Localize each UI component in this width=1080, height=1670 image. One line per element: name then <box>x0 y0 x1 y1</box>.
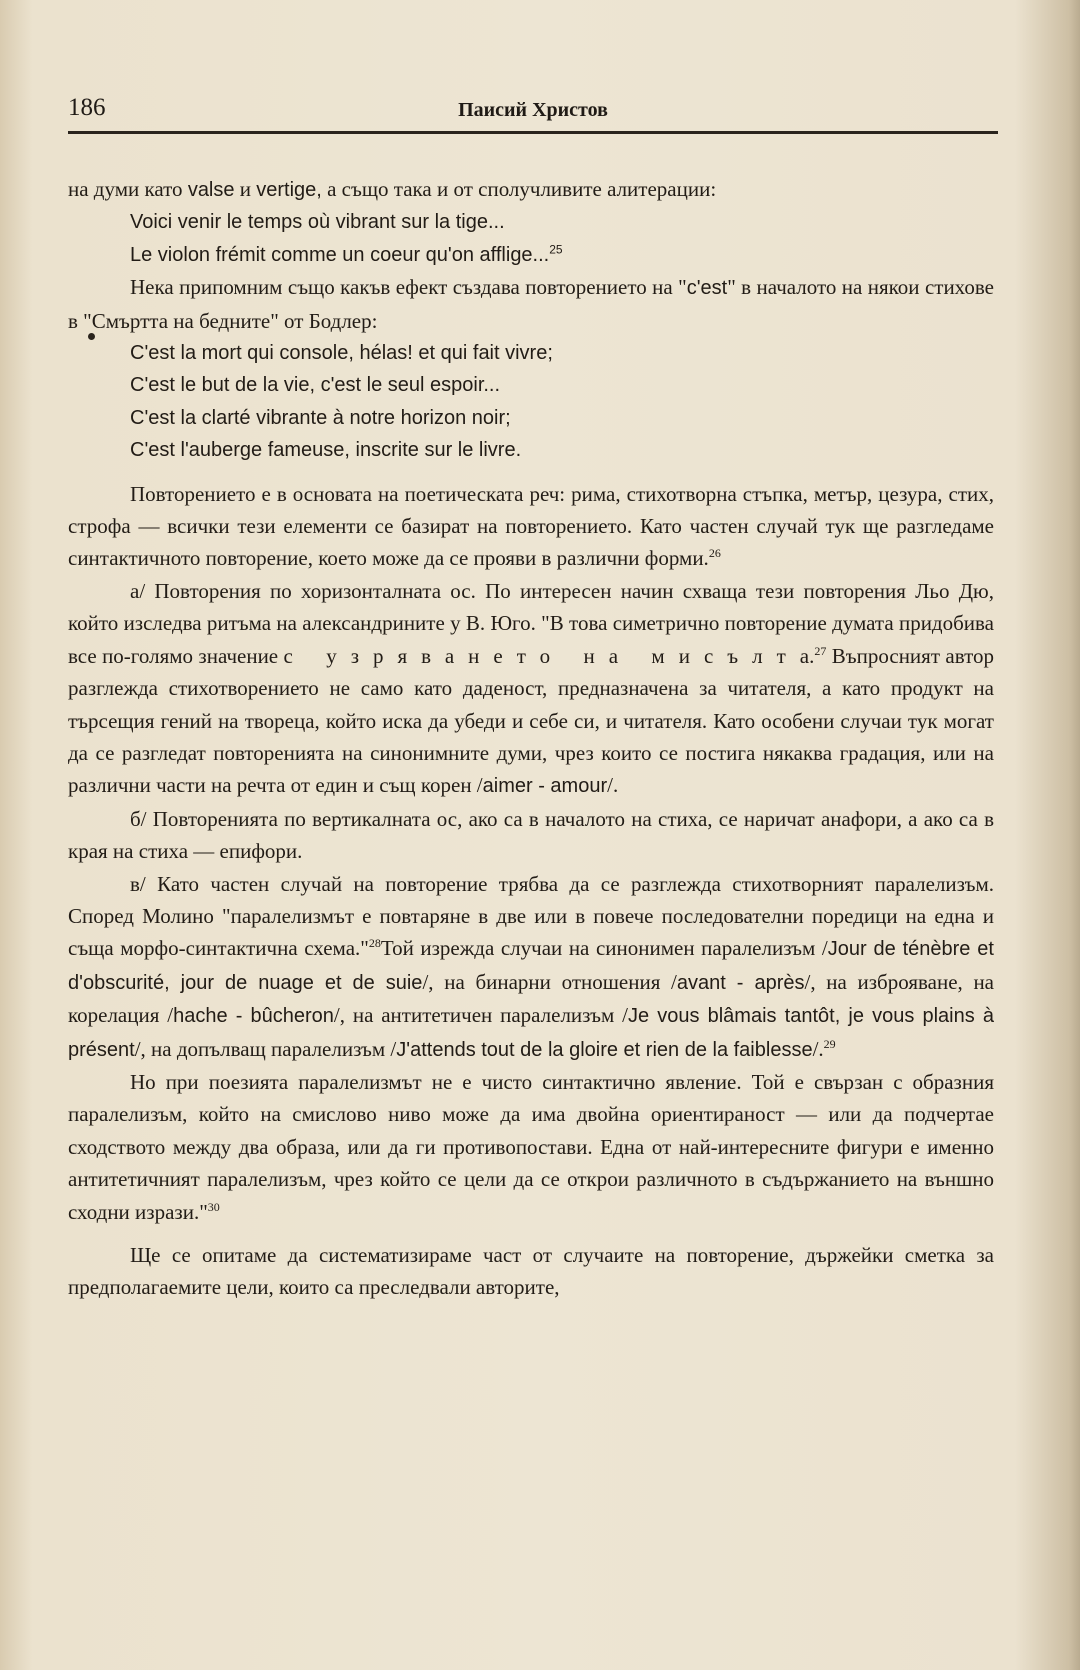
paragraph-5: б/ Повторенията по вертикалната ос, ако са в началото на стиха, се наричат анафори, а ако са в края на стиха — епифори. <box>68 806 994 864</box>
page-header <box>68 94 998 130</box>
verse-line: C'est la mort qui console, hélas! et qui fait vivre; <box>130 342 553 365</box>
verse-line: C'est le but de la vie, c'est le seul espoir... <box>130 374 501 397</box>
footnote-ref: 28 <box>368 936 381 951</box>
running-head-author: Паисий Христов <box>458 99 608 121</box>
paragraph-1: на думи като valse и vertige, а също така и от сполучливите алитерации: <box>68 177 717 201</box>
footnote-ref: 27 <box>814 643 827 658</box>
verse-line: Le violon frémit comme un coeur qu'on afflige...$^{25}$ <box>130 242 563 266</box>
spaced-emphasis: с узряването на мисълт <box>283 643 800 668</box>
footnote-ref: 25 <box>549 242 563 257</box>
paragraph-6: в/ Като частен случай на повторение трябва да се разглежда стихотворният паралелизъм. Според Молино "паралелизмът е повтаряне в две или в повече последователни поредици на една и съща морфо-синтактична схема."$^{28}$Той изрежда случаи на синонимен паралелизъм /Jour de ténèbre et d'obscurité, jour de nuage et de suie/, на бинарни отношения /avant - après/, на изброяване, на корелация /hache - bûcheron/, на антитетичен паралелизъм /Je vous blâmais tantôt, je vous plains à présent/, на допълващ паралелизъм /J'attends tout de la gloire et rien de la faiblesse/.$^{29}$ <box>68 871 995 1061</box>
paragraph-4: а/ Повторения по хоризонталната ос. По интересен начин схваща тези повторения Льо Дю, който изследва ритъма на александрините у В. Юго. "В това симетрично повторение думата придобива все по-голямо значение с узряването на мисълта.$^{27}$ Въпросният автор разглежда стихотворението не само като даденост, предназначена за читателя, а като продукт на търсещия гений на твореца, който иска да убеди и себе си, и читателя. Като особени случаи тук могат да се разгледат повторенията на синонимните думи, чрез които се постига някаква градация, или на различни части на речта от един и същ корен /aimer - amour/. <box>68 578 994 798</box>
paragraph-8: Ще се опитаме да систематизираме част от случаите на повторение, държейки сметка за предполагаемите цели, които са преследвали авторите, <box>68 1243 994 1300</box>
paragraph-2: Нека припомним също какъв ефект създава повторението на "c'est" в началото на някои стихове в "Смъртта на бедните" от Бодлер: <box>68 275 994 333</box>
header-rule <box>68 131 998 134</box>
paragraph-7: Но при поезията паралелизмът не е чисто синтактично явление. Той е свързан с образния паралелизъм, който на смислово ниво може да има двойна ориентираност — или да подчертае сходството между два образа, или да ги противопостави. Една от най-интересните фигури е именно антитетичният паралелизъм, чрез който се цели да се открои различното в съдържанието на външно сходни изрази."$^{30}$ <box>68 1069 994 1224</box>
paragraph-3: Повторението е в основата на поетическата реч: рима, стихотворна стъпка, метър, цезура, стих, строфа — всички тези елементи се базират на повторението. Като частен случай тук ще разгледаме синтактичното повторение, което може да се прояви в различни форми.$^{26}$ <box>68 481 994 571</box>
footnote-ref: 30 <box>207 1199 220 1214</box>
verse-line: C'est la clarté vibrante à notre horizon noir; <box>130 406 511 429</box>
verse-line: Voici venir le temps où vibrant sur la tige... <box>130 211 505 234</box>
page-body <box>68 173 994 1304</box>
footnote-ref: 29 <box>823 1036 836 1051</box>
page-number: 186 <box>68 94 106 121</box>
footnote-ref: 26 <box>708 546 721 561</box>
verse-line: C'est l'auberge fameuse, inscrite sur le livre. <box>130 439 522 462</box>
